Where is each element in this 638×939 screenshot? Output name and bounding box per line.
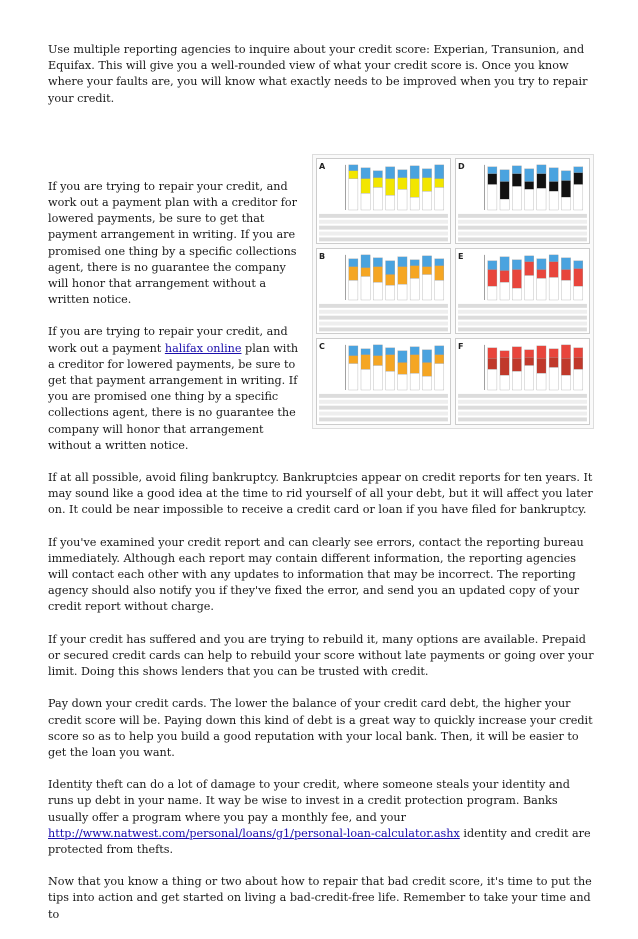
halifax-online-link[interactable]: halifax online: [164, 341, 242, 355]
bar-segment: [373, 267, 382, 283]
bar-segment: [422, 256, 431, 267]
bar-segment: [398, 189, 407, 210]
table-row-stripe: [319, 418, 448, 422]
bar-segment: [574, 261, 583, 269]
bar-segment: [361, 255, 370, 268]
bar-segment: [373, 366, 382, 391]
bar-segment: [525, 350, 534, 358]
bar-segment: [500, 282, 509, 300]
panel-letter: B: [319, 252, 326, 262]
bar-segment: [349, 259, 358, 267]
bar-segment: [525, 181, 534, 189]
paragraph-conclusion: Now that you know a thing or two about how to repair that bad credit score, it's time to put the tips into action and get started on living a bad-credit-free life. Remember to take your time and to: [48, 875, 592, 921]
bar-segment: [386, 275, 395, 286]
bar-segment: [488, 286, 497, 300]
bar-segment: [512, 186, 521, 210]
bar-segment: [537, 174, 546, 189]
bar-segment: [373, 345, 382, 356]
bar-segment: [410, 178, 419, 197]
bar-segment: [549, 368, 558, 391]
bar-segment: [500, 351, 509, 358]
table-row-stripe: [458, 322, 587, 326]
figure-panel: [455, 158, 590, 244]
table-row-stripe: [458, 310, 587, 314]
bar-segment: [500, 376, 509, 391]
paragraph-text-part: If you are trying to repair your credit, and work out a payment: [48, 325, 288, 355]
bar-segment: [488, 261, 497, 270]
bar-segment: [512, 372, 521, 391]
bar-segment: [435, 165, 444, 179]
bar-segment: [422, 377, 431, 391]
bar-segment: [488, 167, 497, 174]
bar-segment: [512, 174, 521, 187]
bar-segment: [410, 347, 419, 355]
bar-segment: [561, 270, 570, 281]
table-row-stripe: [319, 304, 448, 308]
bar-segment: [410, 197, 419, 210]
bar-segment: [500, 170, 509, 182]
bar-segment: [512, 166, 521, 174]
bar-segment: [537, 188, 546, 210]
bar-segment: [386, 372, 395, 391]
bar-segment: [574, 173, 583, 185]
bar-segment: [349, 356, 358, 364]
bar-segment: [500, 257, 509, 271]
bar-segment: [398, 267, 407, 285]
bar-segment: [349, 346, 358, 356]
bar-segment: [422, 169, 431, 178]
bar-segment: [537, 270, 546, 279]
bar-segment: [549, 181, 558, 191]
natwest-loan-link[interactable]: http://www.natwest.com/personal/loans/g1/personal-loan-calculator.ashx: [48, 826, 460, 840]
bar-segment: [435, 281, 444, 301]
table-row-stripe: [319, 225, 448, 229]
bar-segment: [549, 262, 558, 278]
bar-segment: [422, 191, 431, 210]
table-row-stripe: [458, 231, 587, 235]
bar-segment: [422, 177, 431, 191]
panel-letter: C: [319, 342, 325, 352]
bar-segment: [361, 349, 370, 355]
bar-segment: [373, 187, 382, 210]
bar-segment: [537, 359, 546, 374]
figure-panel: [316, 158, 451, 244]
paragraph-bankruptcy: If at all possible, avoid filing bankruptcy. Bankruptcies appear on credit reports for ten years. It may sound like a good idea at the time to rid yourself of all your debt, but it will affect you later on. It could be near impossible to receive a credit card or loan if you have filed for bankruptcy.: [48, 471, 593, 517]
bar-segment: [500, 358, 509, 376]
bar-segment: [398, 170, 407, 178]
figure-panel: [316, 338, 451, 424]
bar-segment: [410, 260, 419, 266]
bar-segment: [574, 370, 583, 391]
paragraph-text-part: plan with a creditor for lowered payments, be sure to get that payment arrangement in writing. If you are promised one thing by a specific collections agent, there is no guarantee the company will honor that arrangement without a written notice.: [48, 341, 299, 452]
bar-segment: [373, 356, 382, 366]
figure-panel: [316, 248, 451, 334]
bar-segment: [561, 171, 570, 181]
panel-letter: E: [458, 252, 464, 262]
bar-segment: [349, 171, 358, 179]
bar-segment: [549, 278, 558, 301]
panel-chart: [456, 159, 589, 243]
bar-segment: [537, 165, 546, 174]
bar-segment: [561, 376, 570, 391]
table-row-stripe: [319, 220, 448, 224]
bar-segment: [525, 366, 534, 391]
bar-segment: [422, 267, 431, 275]
bar-segment: [398, 375, 407, 391]
table-row-stripe: [458, 400, 587, 404]
bar-segment: [525, 276, 534, 301]
figure-panel: [455, 338, 590, 424]
bar-segment: [574, 269, 583, 287]
bar-segment: [488, 370, 497, 391]
bar-segment: [512, 260, 521, 270]
bar-segment: [349, 267, 358, 281]
paragraph-errors: If you've examined your credit report and can clearly see errors, contact the reporting bureau immediately. Although each report may contain different information, the reporting agencies will contact each other with any updates to information that may be incorrect. The reporting agency should also notify you if they've fixed the error, and send you an updated copy of your credit report without charge.: [48, 535, 584, 614]
stacked-bar-figure: [312, 154, 594, 429]
panel-chart: [317, 159, 450, 243]
panel-chart: [317, 249, 450, 333]
bar-segment: [435, 259, 444, 266]
bar-segment: [488, 184, 497, 209]
table-row-stripe: [458, 328, 587, 332]
bar-segment: [574, 184, 583, 209]
bar-segment: [537, 259, 546, 270]
bar-segment: [525, 169, 534, 182]
bar-segment: [549, 349, 558, 358]
paragraph-agencies: Use multiple reporting agencies to inquire about your credit score: Experian, Transunion, and Equifax. This will give you a well-rounded view of what your credit score is. Once you know where your faults are, you will know what exactly needs to be improved when you try to repair your credit.: [48, 43, 588, 105]
bar-segment: [525, 262, 534, 276]
table-row-stripe: [319, 412, 448, 416]
bar-segment: [500, 271, 509, 283]
bar-segment: [435, 178, 444, 187]
bar-segment: [549, 191, 558, 210]
panel-chart: [456, 249, 589, 333]
bar-segment: [500, 199, 509, 210]
bar-segment: [386, 167, 395, 179]
bar-segment: [561, 258, 570, 270]
table-row-stripe: [458, 225, 587, 229]
bar-segment: [561, 197, 570, 210]
table-row-stripe: [458, 304, 587, 308]
table-row-stripe: [458, 394, 587, 398]
bar-segment: [386, 195, 395, 210]
bar-segment: [361, 277, 370, 301]
table-row-stripe: [319, 394, 448, 398]
bar-segment: [435, 266, 444, 281]
bar-segment: [488, 174, 497, 185]
bar-segment: [561, 180, 570, 197]
bar-segment: [574, 286, 583, 300]
paragraph-text-part: Identity theft can do a lot of damage to your credit, where someone steals your identity and runs up debt in your name. It way be wise to invest in a credit protection program. Banks usually offer a program where you pay a monthly fee, and your: [48, 778, 570, 824]
bar-segment: [386, 178, 395, 195]
bar-segment: [488, 270, 497, 287]
bar-segment: [512, 359, 521, 372]
table-row-stripe: [319, 231, 448, 235]
bar-segment: [435, 355, 444, 364]
bar-segment: [398, 363, 407, 375]
bar-segment: [349, 364, 358, 390]
bar-segment: [373, 171, 382, 178]
bar-segment: [574, 358, 583, 370]
bar-segment: [574, 348, 583, 358]
bar-segment: [361, 355, 370, 370]
bar-segment: [435, 364, 444, 390]
bar-segment: [525, 189, 534, 210]
paragraph-pay-down: Pay down your credit cards. The lower the balance of your credit card debt, the higher your credit score will be. Paying down this kind of debt is a great way to quickly increase your credit score so as to help you build a good reputation with your local bank. Then, it will be easier to get the loan you want.: [48, 697, 593, 759]
bar-segment: [386, 355, 395, 372]
bar-segment: [361, 268, 370, 277]
bar-segment: [422, 363, 431, 377]
table-row-stripe: [458, 214, 587, 218]
bar-segment: [574, 167, 583, 173]
bar-segment: [373, 258, 382, 267]
bar-segment: [398, 284, 407, 300]
table-row-stripe: [458, 418, 587, 422]
bar-segment: [537, 279, 546, 301]
paragraph-identity-theft: [48, 777, 594, 858]
bar-segment: [549, 255, 558, 262]
bar-segment: [525, 256, 534, 262]
table-row-stripe: [319, 310, 448, 314]
panel-chart: [317, 339, 450, 423]
bar-segment: [398, 257, 407, 267]
bar-segment: [537, 346, 546, 359]
bar-segment: [561, 281, 570, 301]
table-row-stripe: [458, 316, 587, 320]
bar-segment: [373, 282, 382, 300]
bar-segment: [386, 285, 395, 300]
bar-segment: [561, 345, 570, 359]
bar-segment: [422, 350, 431, 363]
panel-letter: F: [458, 342, 464, 352]
bar-segment: [488, 348, 497, 359]
bar-segment: [561, 359, 570, 376]
bar-segment: [512, 270, 521, 289]
table-row-stripe: [319, 316, 448, 320]
bar-segment: [435, 346, 444, 355]
bar-segment: [361, 178, 370, 193]
bar-segment: [349, 165, 358, 171]
table-row-stripe: [319, 406, 448, 410]
table-row-stripe: [458, 412, 587, 416]
bar-segment: [410, 355, 419, 374]
bar-segment: [398, 177, 407, 189]
bar-segment: [361, 193, 370, 210]
bar-segment: [410, 279, 419, 301]
table-row-stripe: [458, 237, 587, 241]
bar-segment: [500, 181, 509, 199]
bar-segment: [422, 275, 431, 300]
bar-segment: [410, 166, 419, 179]
bar-segment: [361, 168, 370, 179]
panel-letter: D: [458, 161, 465, 171]
article-body: [48, 42, 594, 939]
table-row-stripe: [319, 328, 448, 332]
bar-segment: [386, 261, 395, 275]
bar-segment: [349, 178, 358, 209]
paragraph-rebuild: If your credit has suffered and you are trying to rebuild it, many options are available. Prepaid or secured credit cards can help to rebuild your score without late payments or going over your limit. Doing this shows lenders that you can be trusted with credit.: [48, 632, 594, 679]
table-row-stripe: [319, 214, 448, 218]
bar-segment: [512, 347, 521, 359]
bar-segment: [410, 374, 419, 391]
bar-segment: [549, 358, 558, 368]
table-row-stripe: [319, 237, 448, 241]
table-row-stripe: [458, 220, 587, 224]
paragraph-text-part: identity and credit are protected from thefts.: [48, 826, 591, 856]
bar-segment: [537, 374, 546, 391]
bar-segment: [386, 348, 395, 355]
table-row-stripe: [458, 406, 587, 410]
bar-segment: [435, 187, 444, 210]
bar-segment: [512, 288, 521, 300]
table-row-stripe: [319, 400, 448, 404]
bar-segment: [361, 370, 370, 391]
panel-letter: A: [319, 161, 326, 171]
bar-segment: [398, 351, 407, 363]
panel-chart: [456, 339, 589, 423]
bar-segment: [549, 168, 558, 182]
table-row-stripe: [319, 322, 448, 326]
paragraph-payment-plan: If you are trying to repair your credit, and work out a payment plan with a creditor for lowered payments, be sure to get that payment arrangement in writing. If you are promised one thing by a specific collections agent, there is no guarantee the company will honor that arrangement without a written notice.: [48, 179, 297, 307]
bar-segment: [525, 358, 534, 366]
figure-panel: [455, 248, 590, 334]
bar-segment: [410, 266, 419, 279]
bar-segment: [373, 177, 382, 187]
bar-segment: [349, 281, 358, 301]
bar-segment: [488, 359, 497, 370]
